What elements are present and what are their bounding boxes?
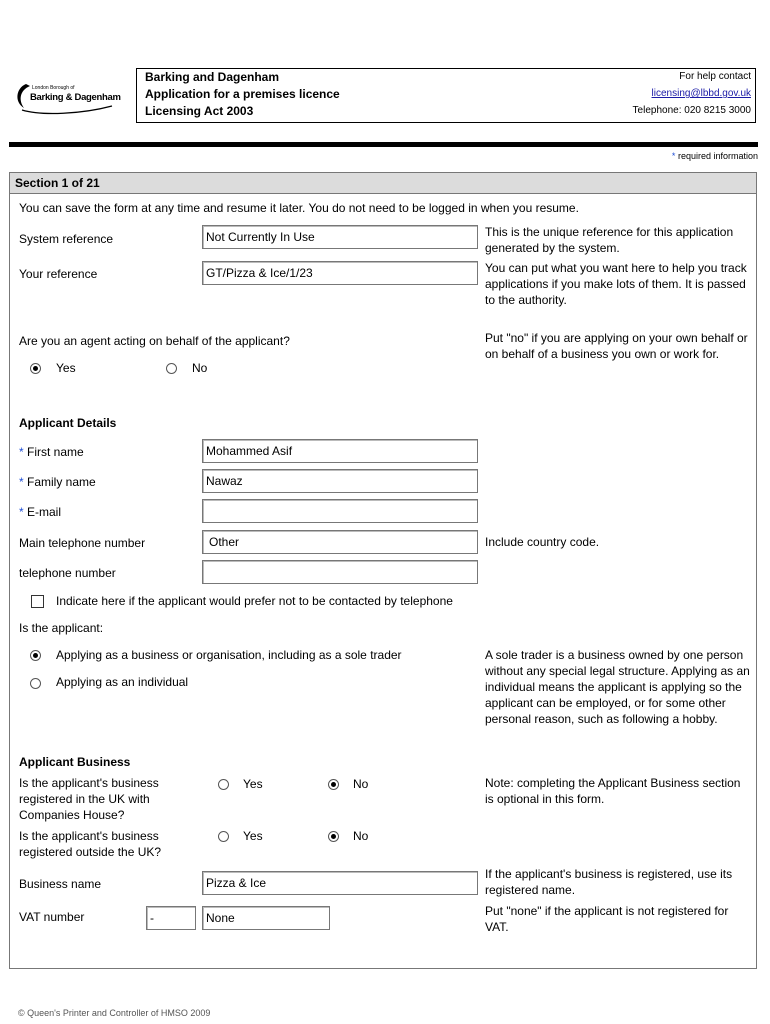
applicant-business-radio[interactable]	[30, 650, 41, 661]
other-telephone-label: telephone number	[19, 566, 116, 580]
outside-uk-yes-label: Yes	[243, 829, 263, 843]
help-telephone: Telephone: 020 8215 3000	[632, 105, 751, 116]
form-title: Application for a premises licence	[145, 87, 340, 101]
main-telephone-note: Include country code.	[485, 535, 600, 549]
business-name-input[interactable]: Pizza & Ice	[202, 871, 478, 895]
act-name: Licensing Act 2003	[145, 104, 254, 118]
agent-yes-label: Yes	[56, 361, 76, 375]
agent-question: Are you an agent acting on behalf of the applicant?	[19, 334, 290, 348]
uk-registered-yes-label: Yes	[243, 777, 263, 791]
form-header	[136, 68, 756, 123]
section-title: Section 1 of 21	[9, 172, 757, 194]
applicant-type-label: Is the applicant:	[19, 621, 104, 635]
your-reference-label: Your reference	[19, 267, 98, 281]
your-reference-input[interactable]: GT/Pizza & Ice/1/23	[202, 261, 478, 285]
outside-uk-no-radio[interactable]	[328, 831, 339, 842]
business-name-label: Business name	[19, 877, 102, 891]
applicant-individual-label: Applying as an individual	[56, 675, 189, 689]
other-telephone-input[interactable]	[202, 560, 478, 584]
your-reference-note: You can put what you want here to help you track applications if you make lots of them. It is passed to the authority.	[485, 261, 747, 307]
outside-uk-question: Is the applicant's business registered outside the UK?	[19, 829, 162, 859]
first-name-label: * First name	[19, 445, 84, 459]
applicant-business-label: Applying as a business or organisation, including as a sole trader	[56, 648, 402, 662]
logo-text: Barking & Dagenham	[30, 92, 121, 103]
business-name-note: If the applicant's business is registered, use its registered name.	[485, 867, 733, 897]
vat-number-input[interactable]: None	[202, 906, 330, 930]
vat-prefix-input[interactable]: -	[146, 906, 196, 930]
agent-note: Put "no" if you are applying on your own behalf or on behalf of a business you own or work for.	[485, 331, 748, 361]
email-input[interactable]	[202, 499, 478, 523]
applicant-business-note: Note: completing the Applicant Business section is optional in this form.	[485, 776, 741, 806]
uk-registered-no-label: No	[353, 777, 369, 791]
intro-text: You can save the form at any time and resume it later. You do not need to be logged in when you resume.	[19, 201, 579, 215]
copyright-footer: © Queen's Printer and Controller of HMSO 2009	[18, 1008, 211, 1018]
email-label: * E-mail	[19, 505, 62, 519]
header-divider	[9, 142, 758, 147]
main-telephone-input[interactable]: Other	[202, 530, 478, 554]
no-phone-contact-checkbox[interactable]	[31, 595, 44, 608]
outside-uk-no-label: No	[353, 829, 369, 843]
no-phone-contact-label: Indicate here if the applicant would prefer not to be contacted by telephone	[56, 594, 453, 608]
vat-number-label: VAT number	[19, 910, 85, 924]
applicant-type-note: A sole trader is a business owned by one person without any special legal structure. Applying as an individual means the applicant is applying so the applicant can be employed, or for some other personal reason, such as following a hobby.	[485, 648, 750, 726]
required-info-note: * required information	[671, 151, 758, 161]
council-logo	[12, 76, 130, 120]
help-email-link[interactable]: licensing@lbbd.gov.uk	[651, 88, 751, 99]
uk-registered-no-radio[interactable]	[328, 779, 339, 790]
first-name-input[interactable]: Mohammed Asif	[202, 439, 478, 463]
applicant-individual-radio[interactable]	[30, 678, 41, 689]
family-name-input[interactable]: Nawaz	[202, 469, 478, 493]
agent-no-radio[interactable]	[166, 363, 177, 374]
applicant-details-heading: Applicant Details	[19, 416, 117, 430]
logo-small-text: London Borough of	[32, 85, 75, 91]
agent-no-label: No	[192, 361, 208, 375]
outside-uk-yes-radio[interactable]	[218, 831, 229, 842]
council-name: Barking and Dagenham	[145, 70, 280, 84]
uk-registered-yes-radio[interactable]	[218, 779, 229, 790]
vat-number-note: Put "none" if the applicant is not registered for VAT.	[485, 904, 729, 934]
section-body	[9, 194, 757, 969]
main-telephone-label: Main telephone number	[19, 536, 146, 550]
agent-yes-radio[interactable]	[30, 363, 41, 374]
applicant-business-heading: Applicant Business	[19, 755, 131, 769]
system-reference-label: System reference	[19, 232, 114, 246]
system-reference-note: This is the unique reference for this application generated by the system.	[485, 225, 734, 255]
system-reference-field[interactable]: Not Currently In Use	[202, 225, 478, 249]
family-name-label: * Family name	[19, 475, 96, 489]
help-label: For help contact	[679, 71, 751, 82]
uk-registered-question: Is the applicant's business registered in the UK with Companies House?	[19, 776, 159, 822]
